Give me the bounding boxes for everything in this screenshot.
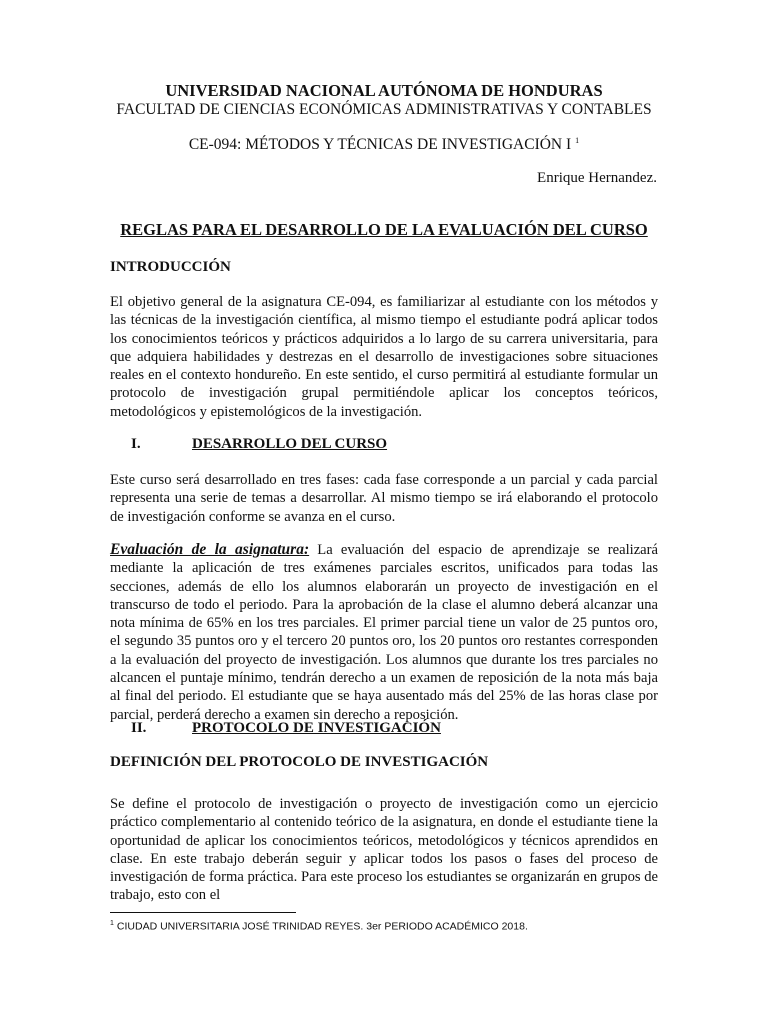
document-title: REGLAS PARA EL DESARROLLO DE LA EVALUACIÓN DEL CURSO	[120, 220, 648, 239]
footnote-reference[interactable]: 1	[575, 136, 580, 145]
course-title-text: CE-094: MÉTODOS Y TÉCNICAS DE INVESTIGACIÓN I	[188, 136, 572, 154]
faculty-name: FACULTAD DE CIENCIAS ECONÓMICAS ADMINISTRATIVAS Y CONTABLES	[116, 101, 652, 118]
section-2-title: PROTOCOLO DE INVESTIGACIÓN	[192, 720, 441, 736]
footnote-marker: 1	[110, 920, 114, 927]
evaluation-text: La evaluación del espacio de aprendizaje se realizará mediante la aplicación de tres exámenes parciales escritos, unificados para todas las secciones, además de ello los alumnos elaborarán un proyecto de investigación en el transcurso de todo el periodo. Para la aprobación de la clase el alumno deberá alcanzar una nota mínima de 65% en los tres parciales. El primer parcial tiene un valor de 25 puntos oro, el segundo 35 puntos oro y el tercero 20 puntos oro, los 20 puntos oro restantes corresponden a la evaluación del proyecto de investigación. Los alumnos que durante los tres parciales no alcancen el puntaje mínimo, tendrán derecho a un examen de reposición de la nota más baja al final del periodo. El estudiante que se haya ausentado más del 25% de las horas clase por parcial, perderá derecho a examen sin derecho a reposición.	[110, 542, 658, 723]
footnote-separator	[110, 912, 296, 913]
evaluation-paragraph	[110, 541, 658, 724]
footnote-text: CIUDAD UNIVERSITARIA JOSÉ TRINIDAD REYES. 3er PERIODO ACADÉMICO 2018.	[116, 920, 528, 933]
course-development-paragraph: Este curso será desarrollado en tres fases: cada fase corresponde a un parcial y cada parcial representa una serie de temas a desarrollar. Al mismo tiempo se irá elaborando el protocolo de investigación conforme se avanza en el curso.	[110, 472, 658, 525]
section-1-number: I.	[131, 436, 141, 452]
intro-heading: INTRODUCCIÓN	[110, 259, 231, 275]
section-2-number: II.	[131, 720, 147, 736]
footnote	[110, 920, 528, 933]
section-1-title: DESARROLLO DEL CURSO	[192, 436, 388, 452]
protocol-definition-heading: DEFINICIÓN DEL PROTOCOLO DE INVESTIGACIÓN	[110, 754, 489, 770]
author-name: Enrique Hernandez.	[537, 170, 657, 186]
university-name: UNIVERSIDAD NACIONAL AUTÓNOMA DE HONDURAS	[165, 81, 603, 100]
course-title	[0, 136, 768, 154]
evaluation-label: Evaluación de la asignatura:	[110, 541, 310, 558]
intro-paragraph: El objetivo general de la asignatura CE-094, es familiarizar al estudiante con los métodos y las técnicas de la investigación científica, al mismo tiempo el estudiante podrá aplicar todos los conocimientos teóricos y prácticos adquiridos a lo largo de su carrera universitaria, para que adquiera habilidades y destrezas en el desarrollo de investigaciones sobre situaciones reales en el contexto hondureño. En este sentido, el curso permitirá al estudiante formular un protocolo de investigación grupal permitiéndole aplicar los conceptos teóricos, metodológicos y epistemológicos de la investigación.	[110, 294, 658, 420]
protocol-definition-paragraph: Se define el protocolo de investigación o proyecto de investigación como un ejercicio práctico complementario al contenido teórico de la asignatura, en donde el estudiante tiene la oportunidad de aplicar los conocimientos teóricos, metodológicos y técnicos aprendidos en clase. En este trabajo deberán seguir y aplicar todos los pasos o fases del proceso de investigación de forma práctica. Para este proceso los estudiantes se organizarán en grupos de trabajo, esto con el	[110, 796, 658, 904]
